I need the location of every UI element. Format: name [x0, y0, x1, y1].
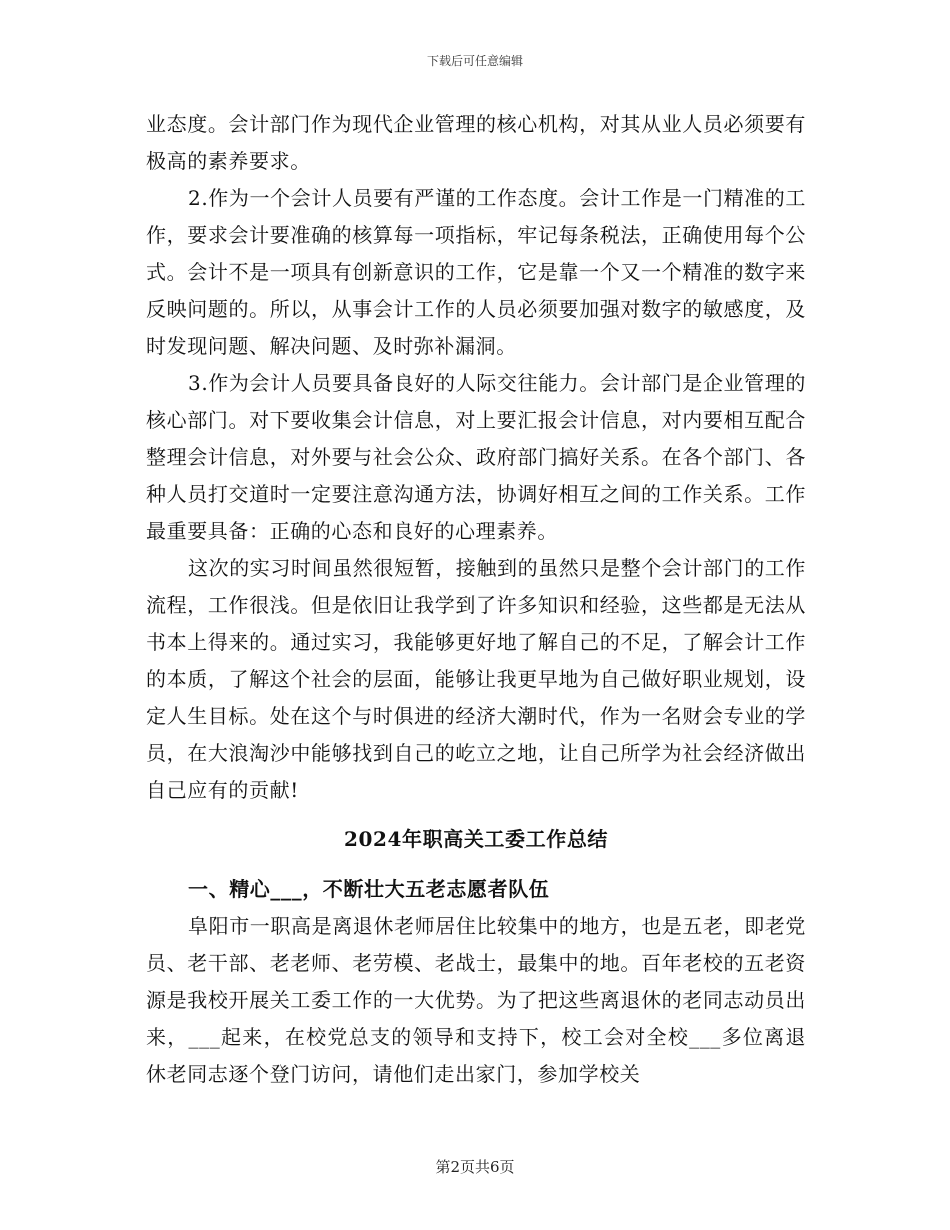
page-number: 第2页共6页	[435, 1158, 515, 1176]
section-title: 2024年职高关工委工作总结	[343, 827, 609, 851]
page-header-note: 下载后可任意编辑	[426, 54, 523, 68]
paragraph-2: 2.作为一个会计人员要有严谨的工作态度。会计工作是一门精准的工作，要求会计要准确的核算每一项指标，牢记每条税法，正确使用每个公式。会计不是一项具有创新意识的工作，它是靠一个又一个精准的数字来反映问题的。所以，从事会计工作的人员必须要加强对数字的敏感度，及时发现问题、解决问题、及时弥补漏洞。	[146, 186, 806, 358]
paragraph-4: 这次的实习时间虽然很短暂，接触到的虽然只是整个会计部门的工作流程，工作很浅。但是依旧让我学到了许多知识和经验，这些都是无法从书本上得来的。通过实习，我能够更好地了解自己的不足，了解会计工作的本质，了解这个社会的层面，能够让我更早地为自己做好职业规划，设定人生目标。处在这个与时俱进的经济大潮时代，作为一名财会专业的学员，在大浪淘沙中能够找到自己的屹立之地，让自己所学为社会经济做出自己应有的贡献!	[146, 556, 806, 802]
paragraph-1: 业态度。会计部门作为现代企业管理的核心机构，对其从业人员必须要有极高的素养要求。	[146, 112, 806, 173]
paragraph-3: 3.作为会计人员要具备良好的人际交往能力。会计部门是企业管理的核心部门。对下要收集会计信息，对上要汇报会计信息，对内要相互配合整理会计信息，对外要与社会公众、政府部门搞好关系。在各个部门、各种人员打交道时一定要注意沟通方法，协调好相互之间的工作关系。工作最重要具备：正确的心态和良好的心理素养。	[146, 371, 806, 543]
section-heading-1: 一、精心___，不断壮大五老志愿者队伍	[188, 877, 550, 901]
paragraph-5: 阜阳市一职高是离退休老师居住比较集中的地方，也是五老，即老党员、老干部、老老师、老劳模、老战士，最集中的地。百年老校的五老资源是我校开展关工委工作的一大优势。为了把这些离退休的老同志动员出来，___起来，在校党总支的领导和支持下，校工会对全校___多位离退休老同志逐个登门访问，请他们走出家门，参加学校关	[146, 914, 806, 1086]
document-body	[146, 106, 806, 1093]
